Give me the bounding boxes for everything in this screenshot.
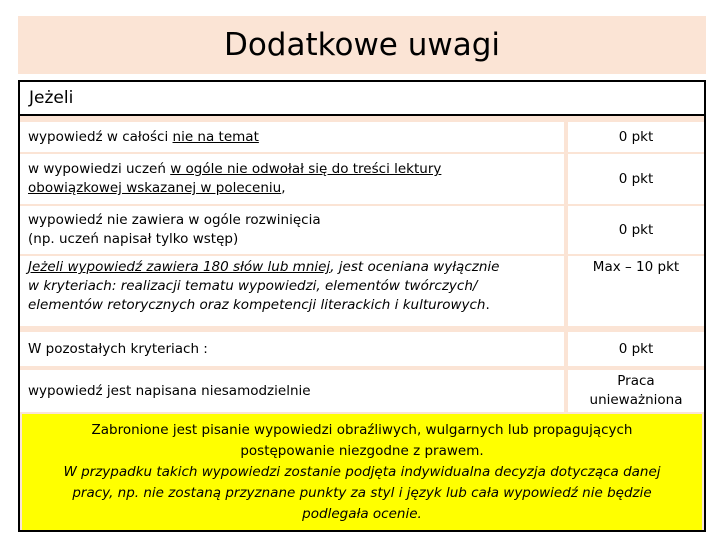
row-condition [20, 154, 564, 204]
row-points: Max – 10 pkt [568, 256, 704, 326]
row-points: 0 pkt [568, 122, 704, 152]
page-title: Dodatkowe uwagi [223, 27, 501, 63]
row-condition [20, 256, 564, 326]
table-row [20, 122, 704, 152]
notice-line: Zabronione jest pisanie wypowiedzi obraźliwych, wulgarnych lub propagujących [91, 422, 633, 438]
notice-line: postępowanie niezgodne z prawem. [240, 443, 484, 459]
row-text: wypowiedź w całości [28, 128, 173, 145]
table-row [20, 206, 704, 254]
row-condition [20, 122, 564, 152]
row-underlined-text: w ogóle nie odwołał się do treści lektury [170, 161, 442, 177]
notice-line: pracy, np. nie zostaną przyznane punkty za styl i język lub cała wypowiedź nie będzie [72, 485, 652, 501]
row-text: wypowiedź jest napisana niesamodzielnie [28, 382, 311, 399]
table-row [20, 370, 704, 412]
row-points-line: unieważniona [589, 392, 683, 408]
table-row [20, 154, 704, 204]
row-points: 0 pkt [568, 332, 704, 366]
row-condition [20, 206, 564, 254]
row-underlined-text: Jeżeli wypowiedź zawiera 180 słów lub mniej [28, 259, 331, 275]
row-condition [20, 370, 564, 412]
row-text: , [281, 180, 286, 196]
row-text: w wypowiedzi uczeń [28, 161, 171, 177]
row-points: 0 pkt [568, 154, 704, 204]
notice-line: podlegała ocenie. [302, 506, 422, 522]
table-row [20, 332, 704, 366]
row-text: wypowiedź nie zawiera w ogóle rozwinięcia [28, 212, 321, 228]
row-text: w kryteriach: [28, 278, 121, 294]
row-text: W pozostałych kryteriach : [28, 340, 208, 357]
row-underlined-text: obowiązkowej wskazanej w poleceniu [28, 180, 282, 196]
intro-header: Jeżeli [20, 82, 704, 116]
row-text: elementów retorycznych oraz kompetencji literackich i kulturowych [28, 297, 486, 313]
title-banner [18, 16, 706, 74]
row-points-line: Praca [617, 373, 655, 389]
row-text: realizacji tematu wypowiedzi, elementów twórczych/ [120, 278, 478, 294]
row-text: . [485, 297, 490, 313]
row-underlined-text: nie na temat [172, 128, 259, 145]
row-points [568, 370, 704, 412]
remarks-table [18, 80, 706, 532]
prohibition-notice [22, 414, 702, 530]
row-text: , jest oceniana wyłącznie [330, 259, 500, 275]
row-text: (np. uczeń napisał tylko wstęp) [28, 231, 239, 247]
row-points: 0 pkt [568, 206, 704, 254]
row-condition [20, 332, 564, 366]
notice-line: W przypadku takich wypowiedzi zostanie podjęta indywidualna decyzja dotycząca danej [63, 464, 661, 480]
table-row [20, 256, 704, 326]
